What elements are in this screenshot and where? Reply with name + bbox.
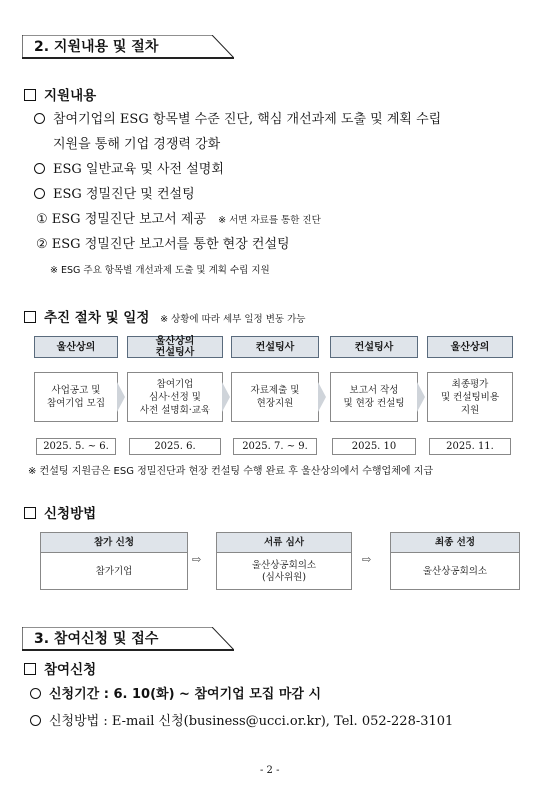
circle-bullet-icon [34,188,45,199]
right-arrow-icon: ⇨ [362,553,372,566]
process-date-3: 2025. 7. ~ 9. [233,438,317,455]
process-step-4 [330,372,418,422]
support-sub-1: ① ESG 정밀진단 보고서 제공 ※ 서면 자료를 통한 진단 [36,212,321,227]
support-sub-2-note: ※ ESG 주요 항목별 개선과제 도출 및 계획 수립 지원 [50,265,270,276]
support-item-3: ESG 정밀진단 및 컨설팅 [34,183,195,202]
process-step-2 [127,372,223,422]
process-step-text: 참여기업 [156,378,194,390]
process-step-text: 및 현장 컨설팅 [343,398,405,409]
process-actor-1: 울산상의 [34,336,118,358]
process-step-text: 보고서 작성 [349,385,399,396]
process-footnote: ※ 컨설팅 지원금은 ESG 정밀진단과 현장 컨설팅 수행 완료 후 울산상의에서 수행업체에 지급 [28,466,434,477]
support-item-1-cont: 지원을 통해 기업 경쟁력 강화 [53,137,221,152]
process-step-text: 사전 설명회·교육 [139,404,211,416]
process-date-4: 2025. 10 [332,438,416,455]
apply-method-heading: 신청방법 [24,502,96,522]
apply-box-body: 울산상공회의소 [422,566,488,577]
chevron-right-icon [417,382,427,412]
apply-box-title: 최종 선정 [391,533,519,553]
process-step-text: 사업공고 및 [51,385,101,396]
process-step-1 [34,372,118,422]
process-date-2: 2025. 6. [129,438,221,455]
apply-box-title: 서류 심사 [217,533,351,553]
process-actor-5: 울산상의 [427,336,513,358]
process-step-text: 자료제출 및 [250,385,300,396]
apply-box-body: 참가기업 [95,566,133,577]
page-number: - 2 - [260,765,280,776]
chevron-right-icon [117,382,127,412]
apply-box-body: 울산상공회의소 [251,560,317,571]
support-item-1: 참여기업의 ESG 항목별 수준 진단, 핵심 개선과제 도출 및 계획 수립 [34,108,441,127]
circle-bullet-icon [34,163,45,174]
chevron-right-icon [318,382,328,412]
process-actor-4: 컨설팅사 [330,336,418,358]
apply-box-body-sub: (심사위원) [261,572,307,583]
support-sub-1-note: ※ 서면 자료를 통한 진단 [218,215,321,226]
right-arrow-icon: ⇨ [192,553,202,566]
process-step-text: 현장지원 [256,398,294,409]
apply-box-document-review [216,532,352,590]
square-bullet-icon [24,89,36,101]
square-bullet-icon [24,507,36,519]
apply-box-title: 참가 신청 [41,533,187,553]
apply-box-final-selection [390,532,520,590]
process-heading: 추진 절차 및 일정 ※ 상황에 따라 세부 일정 변동 가능 [24,306,305,326]
support-heading: 지원내용 [24,84,96,104]
process-step-text: 참여기업 모집 [46,398,106,409]
section-2-title-text: 2. 지원내용 및 절차 [34,39,159,55]
process-heading-note: ※ 상황에 따라 세부 일정 변동 가능 [160,314,306,325]
apply-box-participate [40,532,188,590]
section-3-title [22,627,234,651]
process-step-text: 지원 [460,404,480,416]
apply-method: 신청방법 : E-mail 신청(business@ucci.or.kr), Tel. 052-228-3101 [30,710,453,729]
apply-heading: 참여신청 [24,658,96,678]
process-step-5 [427,372,513,422]
process-step-3 [231,372,319,422]
process-step-text: 심사·선정 및 [149,391,201,403]
section-2-title [22,35,234,59]
support-sub-2: ② ESG 정밀진단 보고서를 통한 현장 컨설팅 [36,237,290,252]
apply-period: 신청기간 : 6. 10(화) ~ 참여기업 모집 마감 시 [30,683,321,702]
square-bullet-icon [24,663,36,675]
process-step-text: 및 컨설팅비용 [440,391,500,403]
circle-bullet-icon [30,715,41,726]
process-date-1: 2025. 5. ~ 6. [36,438,116,455]
section-3-title-text: 3. 참여신청 및 접수 [34,631,159,647]
process-date-5: 2025. 11. [429,438,511,455]
circle-bullet-icon [34,113,45,124]
circle-bullet-icon [30,688,41,699]
process-step-text: 최종평가 [451,378,489,390]
process-actor-2: 울산상의 컨설팅사 [127,336,223,358]
square-bullet-icon [24,311,36,323]
process-actor-3: 컨설팅사 [231,336,319,358]
support-item-2: ESG 일반교육 및 사전 설명회 [34,158,224,177]
